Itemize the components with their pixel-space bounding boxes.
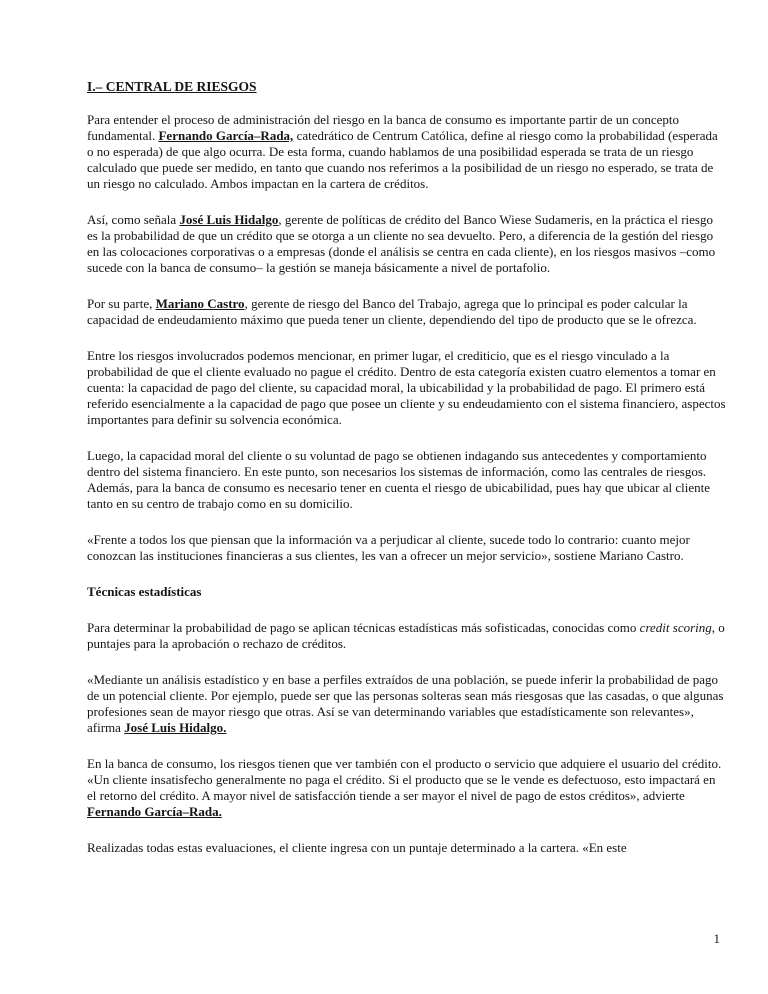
text-run: En la banca de consumo, los riesgos tienen que ver también con el producto o servicio que adquiere el usuario del crédito. «Un cliente insatisfecho generalmente no paga el crédito. Si el producto que se le vende es defectuoso, esto impactará en el retorno del crédito. A mayor nivel de satisfacción tiende a ser mayor el nivel de pago de estos créditos», advierte (87, 756, 722, 803)
section-title: I.– CENTRAL DE RIESGOS (87, 79, 257, 94)
text-run: «Mediante un análisis estadístico y en base a perfiles extraídos de una población, se puede inferir la probabilidad de pago de un potencial cliente. Por ejemplo, puede ser que las personas solteras sean más riesgosas que las casadas, o que algunas profesiones sean de mayor riesgo que otras. Así se van determinando variables que estadísticamente son relevantes», afirma (87, 672, 724, 735)
paragraph-1 (87, 112, 727, 192)
document-body (87, 79, 727, 876)
text-run: , gerente de riesgo del Banco del Trabajo, agrega que lo principal es poder calcular la capacidad de endeudamiento máximo que pueda tener un cliente, dependiendo del tipo de producto que se le ofrezca. (87, 296, 697, 327)
person-name-mariano-castro: Mariano Castro (155, 296, 245, 311)
paragraph-9 (87, 756, 727, 820)
page-number: 1 (713, 931, 720, 946)
paragraph-2 (87, 212, 727, 276)
person-name-fernando-garcia-rada: Fernando García–Rada. (87, 804, 222, 819)
paragraph-3 (87, 296, 727, 328)
paragraph-5 (87, 448, 727, 512)
text-run: catedrático de Centrum Católica, define al riesgo como la probabilidad (esperada o no esperada) de que algo ocurra. De esta forma, cuando hablamos de una posibilidad esperada se trata de un riesgo calculado que puede ser medido, en tanto que cuando nos referimos a la posibilidad de un riesgo no esperado, se trata de un riesgo no calculado. Ambos impactan en la cartera de créditos. (87, 128, 718, 191)
text-run: , gerente de políticas de crédito del Banco Wiese Sudameris, en la práctica el riesgo es la probabilidad de que un crédito que se otorga a un cliente no sea devuelto. Pero, a diferencia de la gestión del riesgo en las colocaciones corporativas o a empresas (donde el análisis se centra en cada cliente), en los riesgos masivos –como sucede con la banca de consumo– la gestión se maneja básicamente a nivel de portafolio. (87, 212, 716, 275)
text-run: Por su parte, (87, 296, 156, 311)
subsection-title: Técnicas estadísticas (87, 584, 202, 599)
person-name-jose-luis-hidalgo: José Luis Hidalgo. (124, 720, 227, 735)
text-run: Para determinar la probabilidad de pago se aplican técnicas estadísticas más sofisticadas, conocidas como (87, 620, 640, 635)
text-run: Así, como señala (87, 212, 180, 227)
text-run: Para entender el proceso de administración del riesgo en la banca de consumo es importante partir de un concepto fundamental. (87, 112, 680, 143)
paragraph-10 (87, 840, 727, 856)
person-name-fernando-garcia-rada: Fernando García–Rada, (158, 128, 294, 143)
person-name-jose-luis-hidalgo: José Luis Hidalgo (179, 212, 279, 227)
text-run: Realizadas todas estas evaluaciones, el cliente ingresa con un puntaje determinado a la cartera. «En este (87, 840, 627, 855)
paragraph-8 (87, 672, 727, 736)
paragraph-6 (87, 532, 727, 564)
text-run: Luego, la capacidad moral del cliente o su voluntad de pago se obtienen indagando sus antecedentes y comportamiento dentro del sistema financiero. En este punto, son necesarios los sistemas de información, como las centrales de riesgos. Además, para la banca de consumo es necesario tener en cuenta el riesgo de ubicabilidad, pues hay que ubicar al cliente tanto en su centro de trabajo como en su domicilio. (87, 448, 711, 511)
paragraph-4 (87, 348, 727, 428)
text-run: , o puntajes para la aprobación o rechazo de créditos. (87, 620, 725, 651)
term-credit-scoring: credit scoring (639, 620, 712, 635)
text-run: Entre los riesgos involucrados podemos mencionar, en primer lugar, el crediticio, que es el riesgo vinculado a la probabilidad de que el cliente evaluado no pague el crédito. Dentro de esta categoría existen cuatro elementos a tomar en cuenta: la capacidad de pago del cliente, su capacidad moral, la ubicabilidad y la probabilidad de pago. El primero está referido esencialmente a la capacidad de pago que posee un cliente y su endeudamiento con el sistema financiero, aspectos importantes para definir su solvencia económica. (87, 348, 726, 427)
paragraph-7 (87, 620, 727, 652)
text-run: «Frente a todos los que piensan que la información va a perjudicar al cliente, sucede todo lo contrario: cuanto mejor conozcan las instituciones financieras a sus clientes, les van a ofrecer un mejor servicio», sostiene Mariano Castro. (87, 532, 690, 563)
